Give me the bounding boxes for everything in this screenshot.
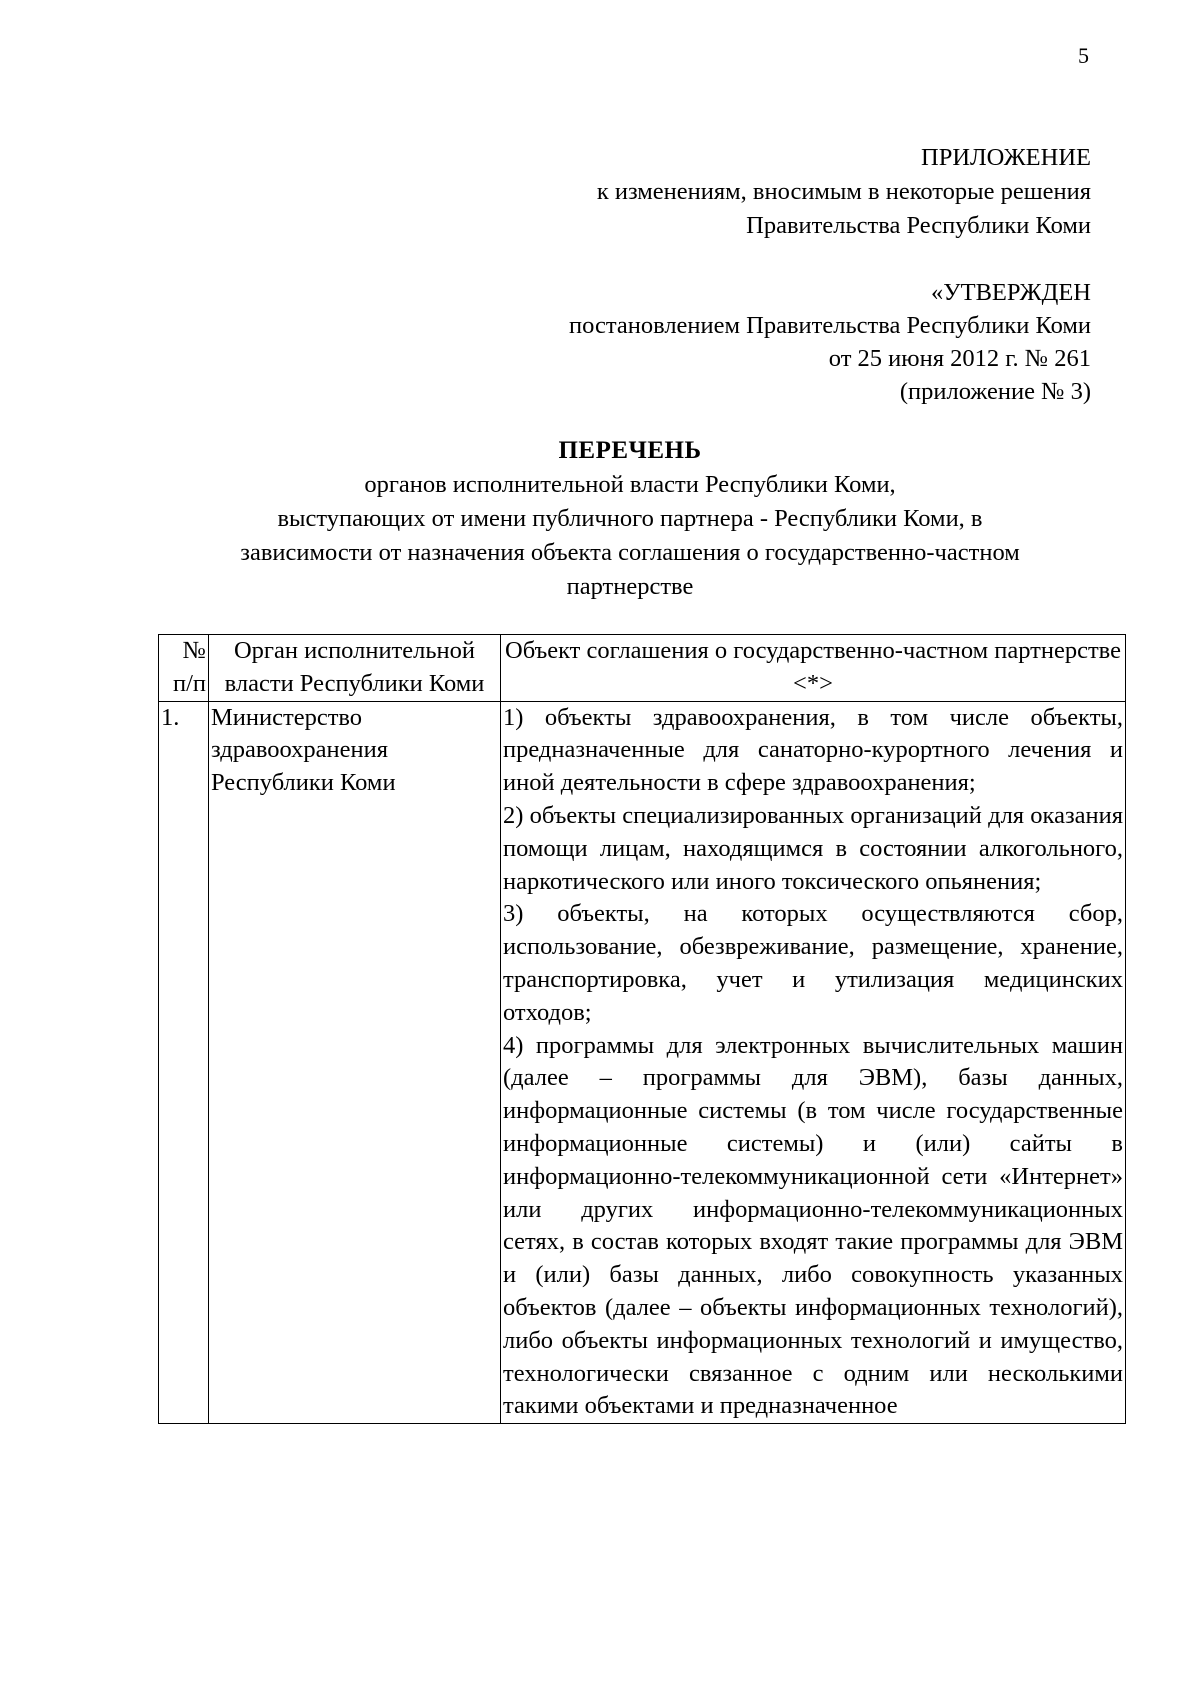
table-row [159, 701, 1126, 1424]
document-title: ПЕРЕЧЕНЬ [558, 437, 702, 464]
heading-line: выступающих от имени публичного партнера - Республики Коми, в [277, 505, 983, 532]
page-number: 5 [1078, 43, 1089, 68]
approval-line: от 25 июня 2012 г. № 261 [828, 345, 1091, 372]
object-item: 1) объекты здравоохранения, в том числе объекты, предназначенные для санаторно-курортного лечения и иной деятельности в сфере здравоохранения; [503, 703, 1123, 797]
approval-line: «УТВЕРЖДЕН [931, 279, 1091, 306]
object-item: 4) программы для электронных вычислительных машин (далее – программы для ЭВМ), базы данных, информационные системы (в том числе государственные информационные системы) и (или) сайты в информационно-телекоммуникационной сети «Интернет» или других информационно-телекоммуникационных сетях, в состав которых входят такие программы для ЭВМ и (или) базы данных, либо совокупность указанных объектов (далее – объекты информационных технологий), либо объекты информационных технологий и имущество, технологически связанное с одним или несколькими такими объектами и предназначенное [503, 1031, 1123, 1420]
document-heading [0, 434, 1200, 604]
approval-line: (приложение № 3) [899, 378, 1091, 405]
heading-line: органов исполнительной власти Республики Коми, [364, 471, 896, 498]
approval-block [569, 276, 1091, 408]
header-number: № п/п [159, 635, 209, 702]
object-item: 3) объекты, на которых осуществляются сбор, использование, обезвреживание, размещение, хранение, транспортировка, учет и утилизация медицинских отходов; [503, 900, 1123, 1026]
row-agency: Министерство здравоохранения Республики Коми [209, 701, 501, 1424]
row-number: 1. [159, 701, 209, 1424]
heading-line: партнерстве [566, 573, 694, 600]
header-object: Объект соглашения о государственно-частном партнерстве <*> [501, 635, 1126, 702]
approval-line: постановлением Правительства Республики Коми [568, 312, 1091, 339]
appendix-line: к изменениям, вносимым в некоторые решения [596, 178, 1091, 205]
header-agency: Орган исполнительной власти Республики Коми [209, 635, 501, 702]
heading-line: зависимости от назначения объекта соглашения о государственно-частном [240, 539, 1020, 566]
agencies-table [158, 634, 1126, 1424]
table-header-row [159, 635, 1126, 702]
appendix-block [597, 141, 1091, 243]
appendix-line: Правительства Республики Коми [746, 212, 1091, 239]
row-objects [501, 701, 1126, 1424]
object-item: 2) объекты специализированных организаций для оказания помощи лицам, находящимся в состоянии алкогольного, наркотического или иного токсического опьянения; [503, 801, 1123, 895]
appendix-title: ПРИЛОЖЕНИЕ [921, 144, 1091, 171]
